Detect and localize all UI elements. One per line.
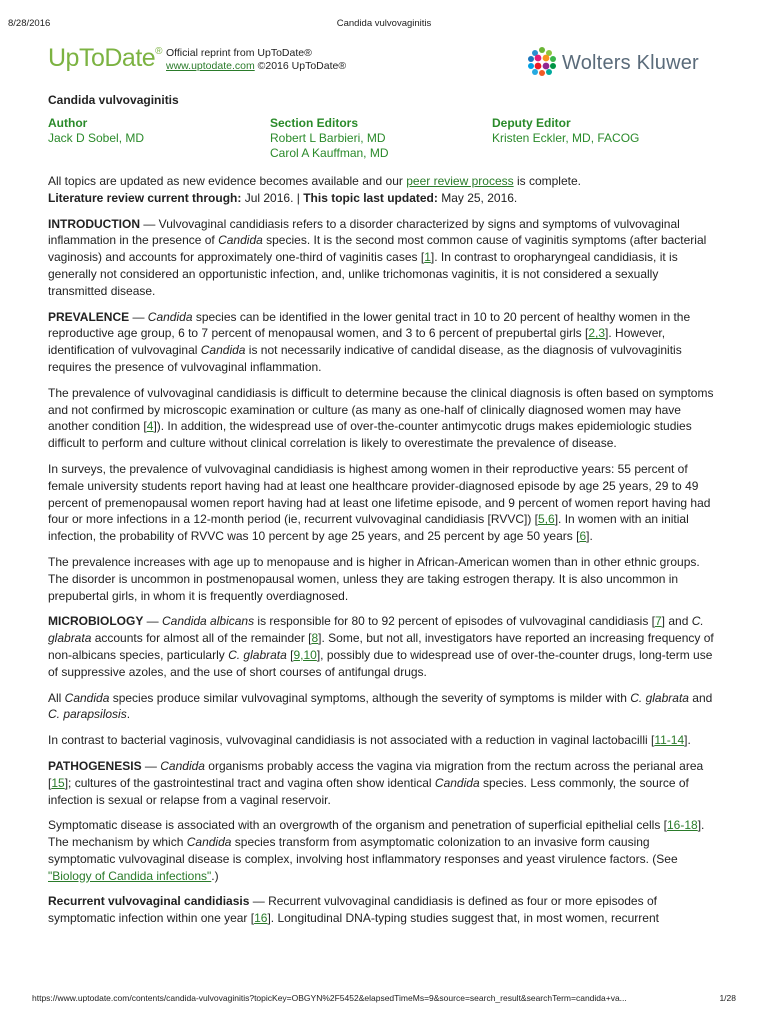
reference-link[interactable]: 11-14 xyxy=(654,733,685,748)
print-date: 8/28/2016 xyxy=(8,18,51,29)
page-number: 1/28 xyxy=(719,993,736,1003)
page-url: https://www.uptodate.com/contents/candida-vulvovaginitis?topicKey=OBGYN%2F5452&elapsedTimeMs=9&source=search_result&searchTerm=candida+va... xyxy=(32,993,627,1003)
biology-candida-link[interactable]: "Biology of Candida infections" xyxy=(48,868,212,883)
pathogenesis-paragraph-2: Symptomatic disease is associated with an overgrowth of the organism and penetration of superficial epithelial cells [16-18]. The mechanism by which Candida species transform from asymptomatic colonization to an invasive form causing symptomatic vulvovaginal disease is complex, involving host inflammatory responses and yeast virulence factors. (See "Biology of Candida infections".) xyxy=(48,818,705,883)
pathogenesis-heading: PATHOGENESIS xyxy=(48,758,142,773)
author-label: Author xyxy=(48,116,88,130)
reference-link[interactable]: 16-18 xyxy=(667,818,698,833)
prevalence-paragraph-4: The prevalence increases with age up to menopause and is higher in African-American women than in other ethnic groups. The disorder is uncommon in postmenopausal women, unless they are taking estrogen therapy. It is also uncommon in prepubertal girls, in whom it is frequently overdiagnosed. xyxy=(48,554,700,603)
section-editors-label: Section Editors xyxy=(270,116,359,130)
recurrent-heading: Recurrent vulvovaginal candidiasis xyxy=(48,894,250,909)
deputy-editor-name[interactable]: Kristen Eckler, MD, FACOG xyxy=(492,131,640,145)
uptodate-logo[interactable]: UpToDate® xyxy=(48,44,163,72)
wolters-kluwer-logo[interactable] xyxy=(520,46,720,78)
last-updated-label: This topic last updated: xyxy=(303,190,438,205)
reference-link[interactable]: 15 xyxy=(51,775,65,790)
peer-review-link[interactable]: peer review process xyxy=(406,174,514,188)
reference-link[interactable]: 1 xyxy=(424,250,431,265)
prevalence-heading: PREVALENCE xyxy=(48,309,130,324)
lit-review-label: Literature review current through: xyxy=(48,190,242,205)
author-column xyxy=(48,116,144,146)
reference-link[interactable]: 16 xyxy=(254,911,268,926)
browser-print-header xyxy=(0,18,768,32)
reference-link[interactable]: 8 xyxy=(311,631,319,646)
reference-link[interactable]: 2,3 xyxy=(588,326,606,341)
microbiology-paragraph-3: In contrast to bacterial vaginosis, vulvovaginal candidiasis is not associated with a reduction in vaginal lactobacilli [11-14]. xyxy=(48,733,691,748)
deputy-editor-label: Deputy Editor xyxy=(492,116,571,130)
microbiology-paragraph-1: MICROBIOLOGY — Candida albicans is responsible for 80 to 92 percent of episodes of vulvovaginal candidiasis [7] and C. glabrata accounts for almost all of the remainder [8]. Some, but not all, investigators have reported an increasing frequency of non-albicans species, particularly C. glabrata [9,10], possibly due to widespread use of over-the-counter drugs, long-term use of suppressive azoles, and the use of short courses of antifungal drugs. xyxy=(48,614,714,679)
wolters-kluwer-globe-icon xyxy=(526,46,558,78)
page-title: Candida vulvovaginitis xyxy=(48,93,179,107)
page-header xyxy=(48,42,720,82)
author-name[interactable]: Jack D Sobel, MD xyxy=(48,131,145,145)
section-editors-column xyxy=(270,116,389,161)
microbiology-heading: MICROBIOLOGY xyxy=(48,614,144,629)
reprint-notice xyxy=(166,47,346,73)
reference-link[interactable]: 6 xyxy=(579,529,587,544)
publisher-name: Wolters Kluwer xyxy=(562,52,699,74)
prevalence-paragraph-3: In surveys, the prevalence of vulvovaginal candidiasis is highest among women in their reproductive years: 55 percent of female university students report having had at least one healthcare provider-diagnosed episode by age 25 years, 29 to 49 percent of premenopausal women report having had at least one lifetime episode, and 9 percent of women report having had four or more infections in a 12-month period (ie, recurrent vulvovaginal candidiasis [RVVC]) [5,6]. In women with an initial infection, the probability of RVVC was 10 percent by age 25 years, and 25 percent by age 50 years [6]. xyxy=(48,461,711,544)
prevalence-paragraph-2: The prevalence of vulvovaginal candidiasis is difficult to determine because the clinical diagnosis is often based on symptoms and not confirmed by microscopic examination or culture (as many as one-half of clinically diagnosed women may have another condition [4]). In addition, the widespread use of over-the-counter antimycotic drugs makes epidemiologic studies difficult to perform and culture without clinical correlation is likely to overestimate the prevalence of disease. xyxy=(48,385,714,451)
pathogenesis-paragraph-1: PATHOGENESIS — Candida organisms probably access the vagina via migration from the rectum across the perianal area [15]; cultures of the gastrointestinal tract and vagina often show identical Candida species. Less commonly, the source of infection is sexual or relapse from a vaginal reservoir. xyxy=(48,758,704,807)
section-editor-1[interactable]: Robert L Barbieri, MD xyxy=(270,131,386,145)
prevalence-paragraph-1: PREVALENCE — Candida species can be identified in the lower genital tract in 10 to 20 percent of healthy women in the reproductive age group, 6 to 7 percent of menopausal women, and 3 to 6 percent of prepubertal girls [2,3]. However, identification of vulvovaginal Candida is not necessarily indicative of candidal disease, as the diagnosis of vulvovaginitis requires the presence of vulvovaginal inflammation. xyxy=(48,309,691,374)
reference-link[interactable]: 5,6 xyxy=(538,512,555,527)
introduction-heading: INTRODUCTION xyxy=(48,216,140,231)
uptodate-link[interactable]: www.uptodate.com xyxy=(166,60,255,72)
microbiology-paragraph-2: All Candida species produce similar vulvovaginal symptoms, although the severity of symptoms is milder with C. glabrata and C. parapsilosis. xyxy=(48,690,713,722)
update-notice: All topics are updated as new evidence becomes available and our peer review process is complete. Literature review current through: Jul 2016. | This topic last updated: May 25, 2016. xyxy=(48,174,581,205)
reference-link[interactable]: 7 xyxy=(654,614,662,629)
article-body xyxy=(48,173,720,936)
section-editor-2[interactable]: Carol A Kauffman, MD xyxy=(270,146,389,160)
reference-link[interactable]: 9,10 xyxy=(293,647,317,662)
reprint-line: Official reprint from UpToDate® xyxy=(166,47,312,59)
copyright: ©2016 UpToDate® xyxy=(254,60,347,72)
introduction-paragraph: INTRODUCTION — Vulvovaginal candidiasis refers to a disorder characterized by signs and symptoms of vulvovaginal inflammation in the presence of Candida species. It is the second most common cause of vaginitis symptoms (after bacterial vaginosis) and accounts for approximately one-third of vaginitis cases [1]. In contrast to oropharyngeal candidiasis, it is generally not considered an opportunistic infection, and, unlike trichomonas vaginitis, it is not considered a sexually transmitted disease. xyxy=(48,216,707,298)
print-title: Candida vulvovaginitis xyxy=(336,18,432,29)
recurrent-paragraph: Recurrent vulvovaginal candidiasis — Recurrent vulvovaginal candidiasis is defined as four or more episodes of symptomatic infection within one year [16]. Longitudinal DNA-typing studies suggest that, in most women, recurrent xyxy=(48,894,659,926)
deputy-editor-column xyxy=(492,116,639,146)
reference-link[interactable]: 4 xyxy=(146,419,154,434)
